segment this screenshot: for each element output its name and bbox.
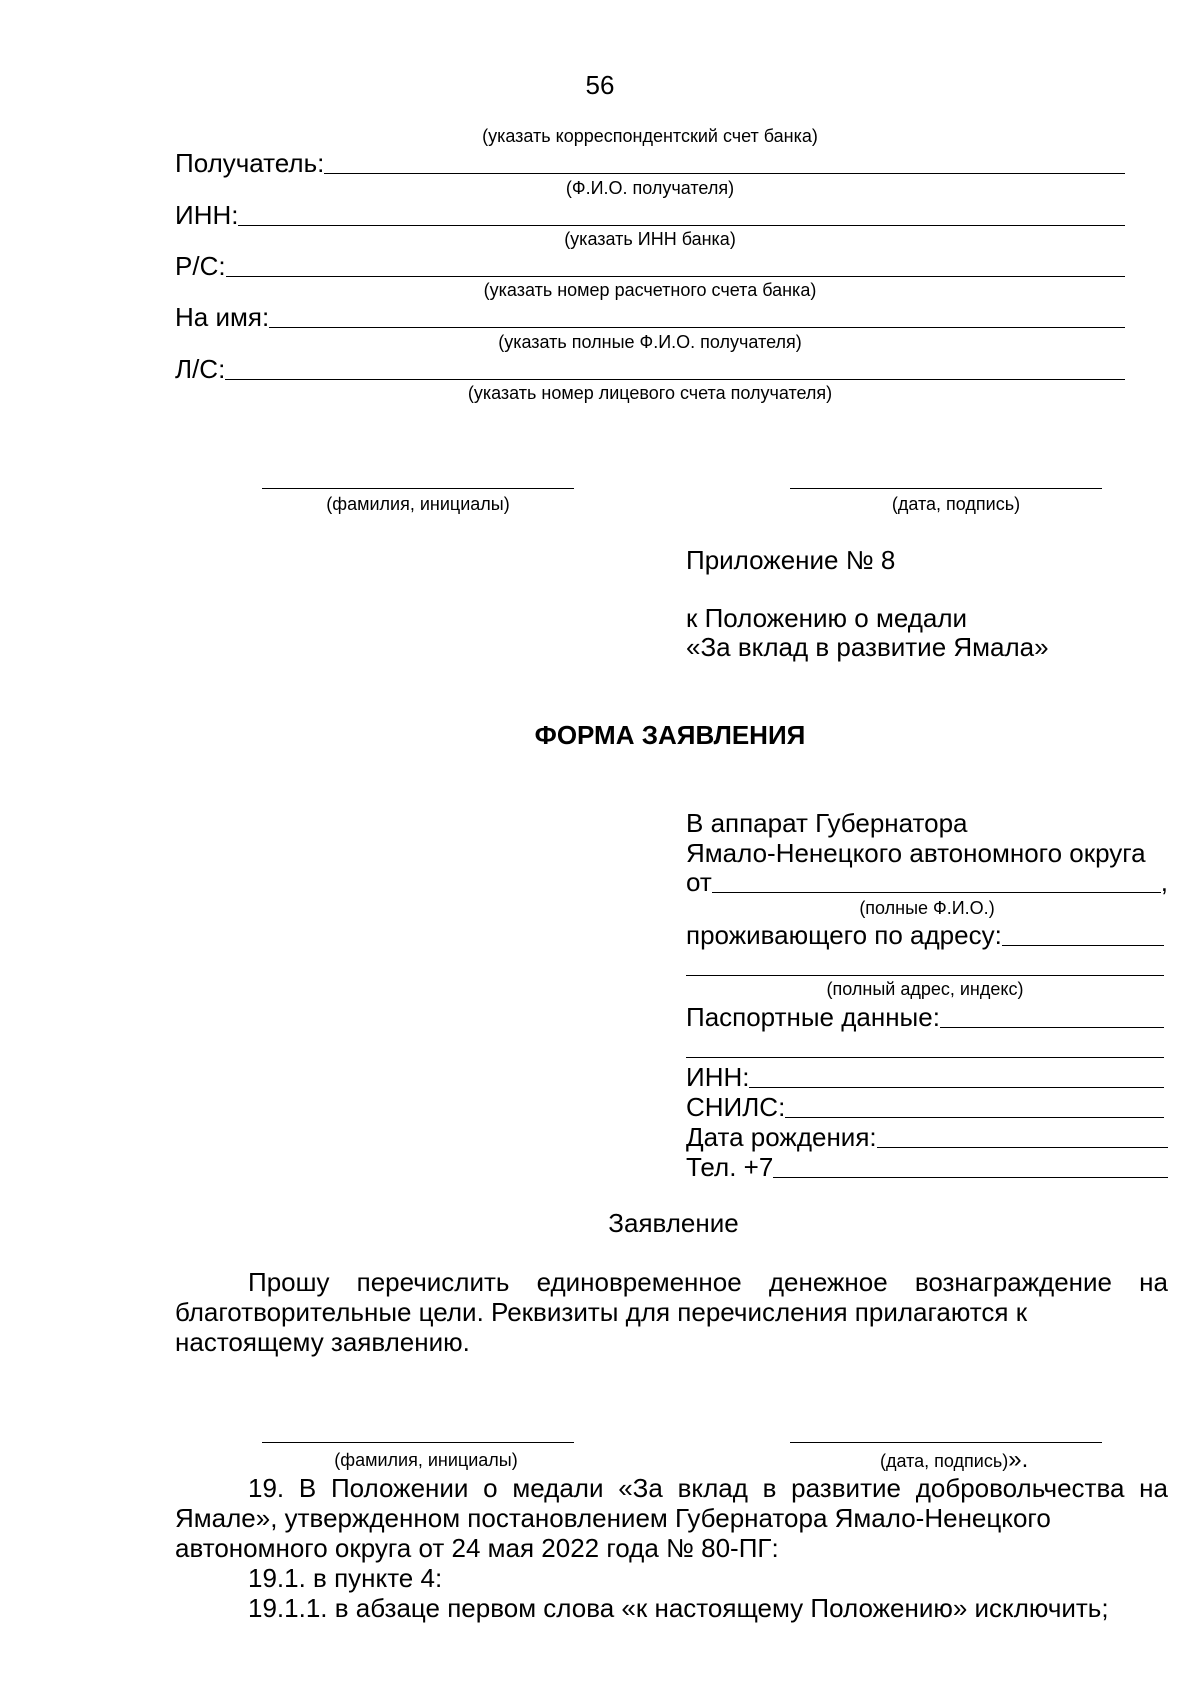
bank-inn-label: ИНН: (175, 200, 239, 230)
amendment-item-19-1: 19.1. в пункте 4: (248, 1563, 443, 1593)
from-tail: , (1160, 867, 1168, 897)
corr-account-hint: (указать корреспондентский счет банка) (482, 126, 818, 146)
rs-label: Р/С: (175, 251, 226, 281)
surname-signature-line-bottom[interactable] (262, 1442, 574, 1443)
ls-hint: (указать номер лицевого счета получателя) (467, 383, 833, 403)
bank-inn-field-line[interactable] (238, 225, 1125, 226)
phone-field-line[interactable] (773, 1177, 1168, 1178)
appendix-number: Приложение № 8 (686, 545, 896, 575)
recipient-label: Получатель: (175, 148, 325, 178)
surname-caption-bottom: (фамилия, инициалы) (334, 1450, 518, 1470)
statement-title: Заявление (608, 1208, 739, 1238)
applicant-inn-label: ИНН: (686, 1062, 750, 1092)
ls-row (175, 354, 1125, 384)
amendment-paragraph-19-last: автономного округа от 24 мая 2022 года № 80-ПГ: (175, 1533, 779, 1563)
address-row (686, 920, 1164, 950)
applicant-inn-row (686, 1062, 1164, 1092)
addressee-line-1: В аппарат Губернатора (686, 808, 968, 838)
bank-inn-hint: (указать ИНН банка) (564, 229, 736, 249)
bank-inn-row (175, 200, 1125, 230)
page-number: 56 (585, 70, 615, 100)
date-caption-top: (дата, подпись) (891, 494, 1021, 514)
address-hint: (полный адрес, индекс) (826, 979, 1024, 999)
passport-row (686, 1002, 1164, 1032)
recipient-row (175, 148, 1125, 178)
date-signature-line-bottom[interactable] (790, 1442, 1102, 1443)
applicant-inn-field-line[interactable] (749, 1087, 1164, 1088)
from-row (686, 867, 1168, 897)
address-field-line[interactable] (1002, 945, 1164, 946)
phone-row (686, 1152, 1168, 1182)
statement-body: Прошу перечислить единовременное денежное вознаграждение на благотворительные цели. Реквизиты для перечисления прилагаются к (175, 1267, 1168, 1327)
address-label: проживающего по адресу: (686, 920, 1002, 950)
name-hint: (указать полные Ф.И.О. получателя) (498, 332, 802, 352)
birth-date-label: Дата рождения: (686, 1122, 877, 1152)
passport-field-line-2[interactable] (686, 1057, 1164, 1058)
phone-label: Тел. +7 (686, 1152, 774, 1182)
passport-label: Паспортные данные: (686, 1002, 940, 1032)
closing-quote: ». (1008, 1446, 1029, 1473)
date-caption-bottom-group (880, 1446, 1028, 1474)
appendix-line-1: к Положению о медали (686, 603, 968, 633)
statement-body-last: настоящему заявлению. (175, 1327, 470, 1357)
name-label: На имя: (175, 302, 270, 332)
birth-date-row (686, 1122, 1168, 1152)
name-field-line[interactable] (269, 327, 1125, 328)
snils-field-line[interactable] (785, 1117, 1164, 1118)
amendment-item-19-1-1: 19.1.1. в абзаце первом слова «к настоящему Положению» исключить; (248, 1593, 1109, 1623)
snils-label: СНИЛС: (686, 1092, 786, 1122)
birth-date-field-line[interactable] (877, 1147, 1168, 1148)
date-signature-line-top[interactable] (790, 488, 1102, 489)
ls-field-line[interactable] (225, 379, 1125, 380)
ls-label: Л/С: (175, 354, 226, 384)
recipient-hint: (Ф.И.О. получателя) (565, 178, 735, 198)
passport-field-line[interactable] (940, 1027, 1164, 1028)
from-label: от (686, 867, 712, 897)
appendix-line-2: «За вклад в развитие Ямала» (686, 632, 1049, 662)
recipient-field-line[interactable] (324, 173, 1125, 174)
from-hint: (полные Ф.И.О.) (859, 898, 995, 918)
from-field-line[interactable] (712, 892, 1161, 893)
rs-hint: (указать номер расчетного счета банка) (483, 280, 817, 300)
surname-caption-top: (фамилия, инициалы) (326, 494, 510, 514)
date-caption-bottom: (дата, подпись) (880, 1451, 1009, 1471)
form-title: ФОРМА ЗАЯВЛЕНИЯ (534, 720, 806, 750)
name-row (175, 302, 1125, 332)
surname-signature-line-top[interactable] (262, 488, 574, 489)
snils-row (686, 1092, 1164, 1122)
amendment-paragraph-19: 19. В Положении о медали «За вклад в развитие добровольчества на Ямале», утвержденном постановлением Губернатора Ямало-Ненецкого (175, 1473, 1168, 1533)
address-field-line-2[interactable] (686, 975, 1164, 976)
addressee-line-2: Ямало-Ненецкого автономного округа (686, 838, 1146, 868)
rs-field-line[interactable] (226, 276, 1125, 277)
rs-row (175, 251, 1125, 281)
